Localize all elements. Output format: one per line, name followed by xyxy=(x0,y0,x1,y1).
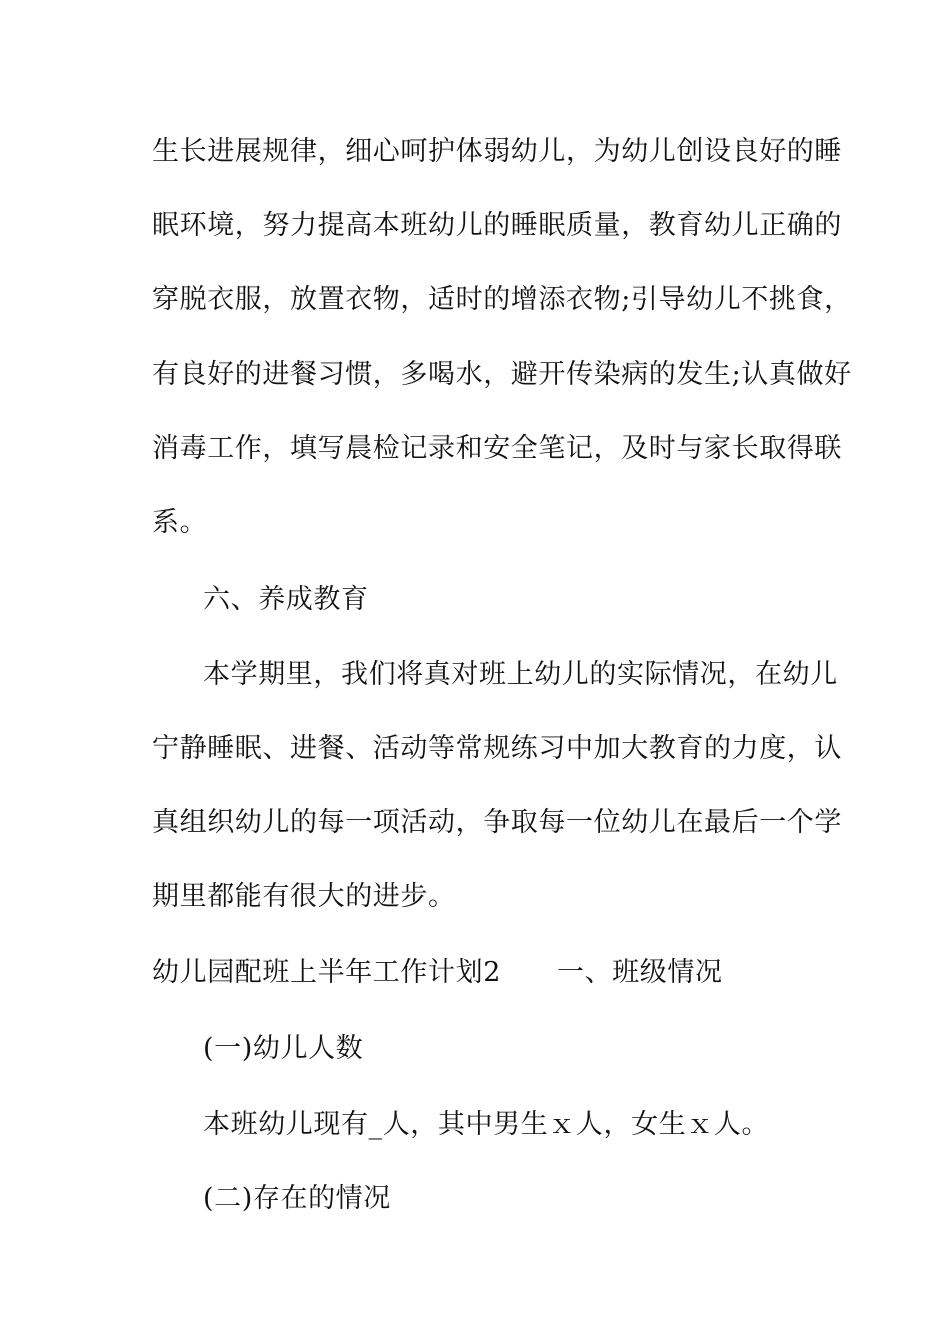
paragraph-line: 有良好的进餐习惯，多喝水，避开传染病的发生;认真做好 xyxy=(152,359,852,390)
paragraph-line: 穿脱衣服，放置衣物，适时的增添衣物;引导幼儿不挑食， xyxy=(152,284,852,315)
plan-title: 幼儿园配班上半年工作计划2 xyxy=(152,957,501,988)
paragraph-line: 消毒工作，填写晨检记录和安全笔记，及时与家长取得联 xyxy=(152,433,842,464)
section-heading: 一、班级情况 xyxy=(556,957,723,988)
paragraph-line: 眠环境，努力提高本班幼儿的睡眠质量，教育幼儿正确的 xyxy=(152,210,842,241)
sub-heading: (二)存在的情况 xyxy=(203,1183,391,1214)
section-heading: 六、养成教育 xyxy=(203,584,369,615)
paragraph-line: 本班幼儿现有_人，其中男生ｘ人，女生ｘ人。 xyxy=(203,1109,770,1140)
sub-heading: (一)幼儿人数 xyxy=(203,1033,364,1064)
paragraph-line: 期里都能有很大的进步。 xyxy=(152,881,456,912)
paragraph-line: 本学期里，我们将真对班上幼儿的实际情况，在幼儿 xyxy=(203,659,838,690)
paragraph-line: 宁静睡眠、进餐、活动等常规练习中加大教育的力度，认 xyxy=(152,733,842,764)
paragraph-line: 生长进展规律，细心呵护体弱幼儿，为幼儿创设良好的睡 xyxy=(152,136,842,167)
plan-title-line xyxy=(152,956,812,990)
paragraph-line: 真组织幼儿的每一项活动，争取每一位幼儿在最后一个学 xyxy=(152,807,842,838)
paragraph-line: 系。 xyxy=(152,507,208,538)
